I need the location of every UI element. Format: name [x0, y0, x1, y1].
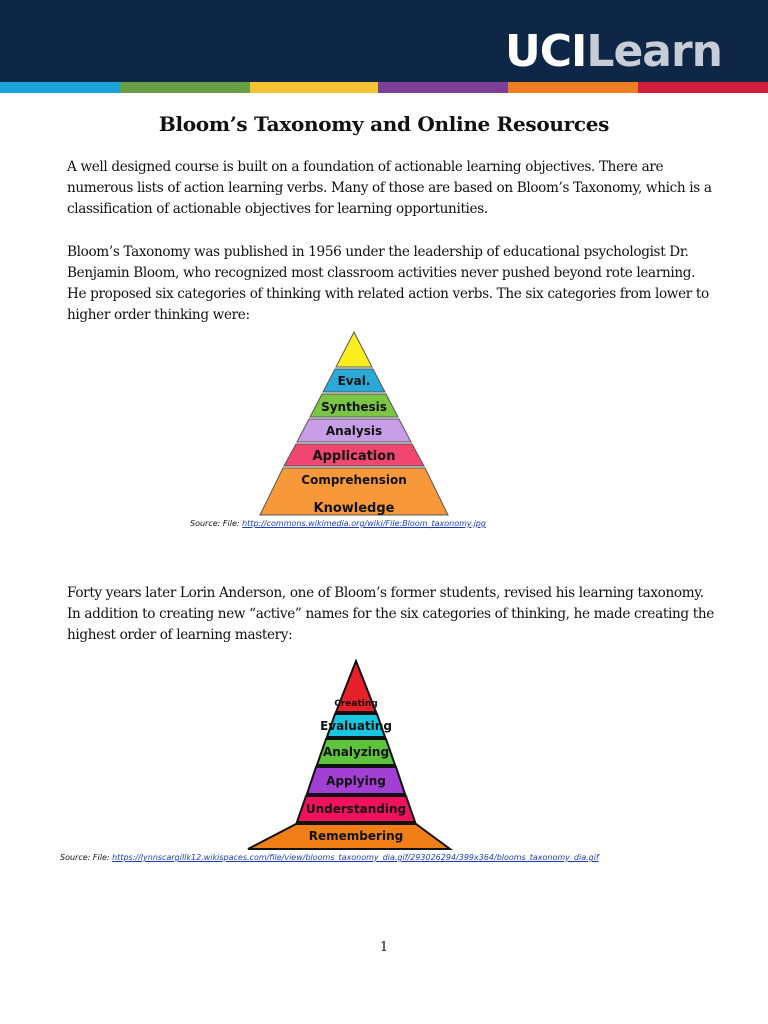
stripe-segment: [378, 82, 508, 93]
paragraph-intro: [67, 157, 712, 220]
header-banner: [0, 0, 768, 82]
stripe-segment: [0, 82, 120, 93]
stripe-segment: [508, 82, 638, 93]
pyramid2-label-applying: Applying: [326, 774, 386, 788]
document-title: Bloom’s Taxonomy and Online Resources: [158, 112, 610, 136]
paragraph-line: higher order thinking were:: [67, 307, 250, 323]
color-stripe: [0, 82, 768, 93]
pyramid1-label-eval: Eval.: [337, 374, 371, 388]
pyramid2-label-creating: Creating: [334, 699, 378, 709]
pyramid1-source-link[interactable]: http://commons.wikimedia.org/wiki/File:Bloom_taxonomy.jpg: [242, 519, 486, 528]
page-number: 1: [379, 940, 389, 955]
pyramid2-label-remembering: Remembering: [308, 829, 404, 843]
pyramid2-label-analyzing: Analyzing: [322, 745, 390, 759]
paragraph-history: [67, 242, 707, 326]
source-prefix: Source: File:: [60, 853, 113, 862]
paragraph-line: Bloom’s Taxonomy was published in 1956 under the leadership of educational psychologist Dr.: [67, 244, 689, 260]
paragraph-line: A well designed course is built on a foundation of actionable learning objectives. There are: [67, 159, 664, 175]
bloom-taxonomy-pyramid: [248, 330, 460, 520]
logo-uci: UCI: [505, 26, 587, 77]
paragraph-line: Benjamin Bloom, who recognized most classroom activities never pushed beyond rote learning.: [67, 265, 696, 281]
paragraph-line: He proposed six categories of thinking with related action verbs. The six categories from lower to: [67, 286, 709, 302]
pyramid1-label-comprehension: Comprehension: [301, 473, 407, 487]
pyramid1-label-application: Application: [312, 449, 396, 464]
pyramid2-source-link[interactable]: https://lynnscargillk12.wikispaces.com/file/view/blooms_taxonomy_dia.gif/293026294/399x364/blooms_taxonomy_dia.gif: [112, 853, 599, 862]
ucilearn-logo[interactable]: [505, 26, 722, 77]
pyramid1-label-knowledge: Knowledge: [313, 501, 395, 516]
logo-learn: Learn: [586, 26, 722, 77]
pyramid1-label-synthesis: Synthesis: [321, 400, 387, 414]
revised-bloom-pyramid: [244, 659, 456, 851]
pyramid2-source: [60, 853, 599, 862]
paragraph-revision: [67, 583, 714, 646]
pyramid1-source: [190, 519, 486, 528]
stripe-segment: [250, 82, 378, 93]
stripe-segment: [120, 82, 250, 93]
paragraph-line: In addition to creating new “active” names for the six categories of thinking, he made creating the: [67, 606, 714, 622]
pyramid2-label-evaluating: Evaluating: [320, 719, 392, 733]
source-prefix: Source: File:: [190, 519, 243, 528]
pyramid1-level-eval: [336, 332, 372, 367]
stripe-segment: [638, 82, 768, 93]
paragraph-line: highest order of learning mastery:: [67, 627, 293, 643]
pyramid1-label-analysis: Analysis: [325, 424, 383, 438]
paragraph-line: numerous lists of action learning verbs. Many of those are based on Bloom’s Taxonomy, which is a: [67, 180, 712, 196]
paragraph-line: classification of actionable objectives for learning opportunities.: [67, 201, 488, 217]
paragraph-line: Forty years later Lorin Anderson, one of Bloom’s former students, revised his learning taxonomy.: [67, 585, 704, 601]
pyramid2-label-understanding: Understanding: [305, 802, 407, 816]
